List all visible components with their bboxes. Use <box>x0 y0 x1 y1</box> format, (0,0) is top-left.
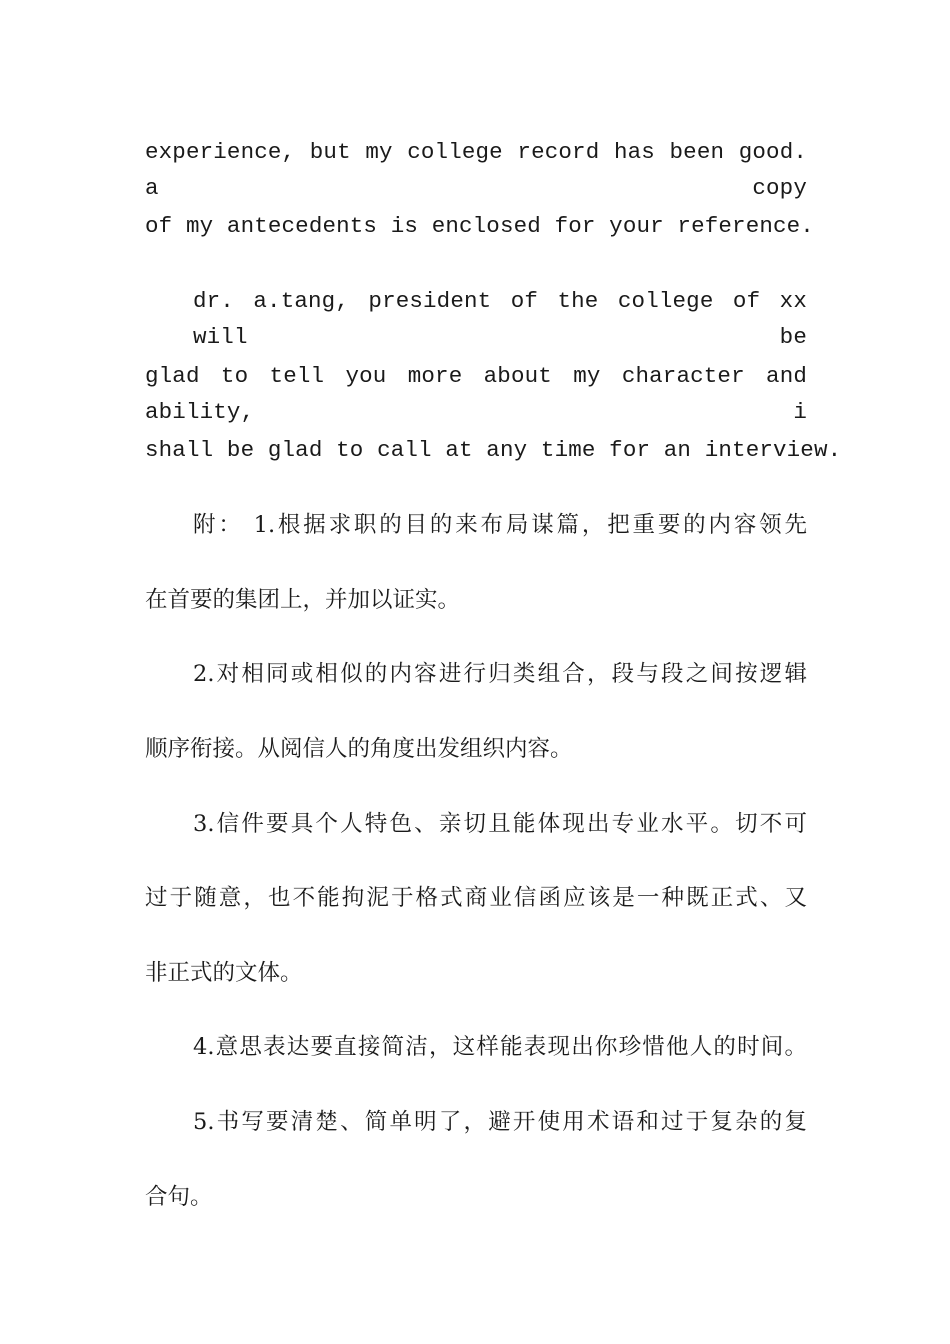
text-line: dr. a.tang, president of the college of xx will be <box>193 288 807 350</box>
text-line: of my antecedents is enclosed for your reference. <box>145 213 814 239</box>
text-line: 5.书写要清楚、简单明了，避开使用术语和过于复杂的复 <box>193 1109 807 1135</box>
text-line: shall be glad to call at any time for an interview. <box>145 437 842 463</box>
text-line: experience, but my college record has been good. a copy <box>145 139 807 201</box>
text-line: 非正式的文体。 <box>145 960 303 986</box>
text-line: glad to tell you more about my character and ability, i <box>145 363 807 425</box>
text-line: 附： 1.根据求职的目的来布局谋篇，把重要的内容领先 <box>193 512 807 538</box>
text-line: 过于随意，也不能拘泥于格式商业信函应该是一种既正式、又 <box>145 885 807 911</box>
text-line: 合句。 <box>145 1184 213 1210</box>
text-line: 3.信件要具个人特色、亲切且能体现出专业水平。切不可 <box>193 811 807 837</box>
text-line: 顺序衔接。从阅信人的角度出发组织内容。 <box>145 736 573 762</box>
text-line: 4.意思表达要直接简洁，这样能表现出你珍惜他人的时间。 <box>193 1034 807 1060</box>
text-line: 在首要的集团上，并加以证实。 <box>145 587 461 613</box>
text-line: 2.对相同或相似的内容进行归类组合，段与段之间按逻辑 <box>193 661 807 687</box>
